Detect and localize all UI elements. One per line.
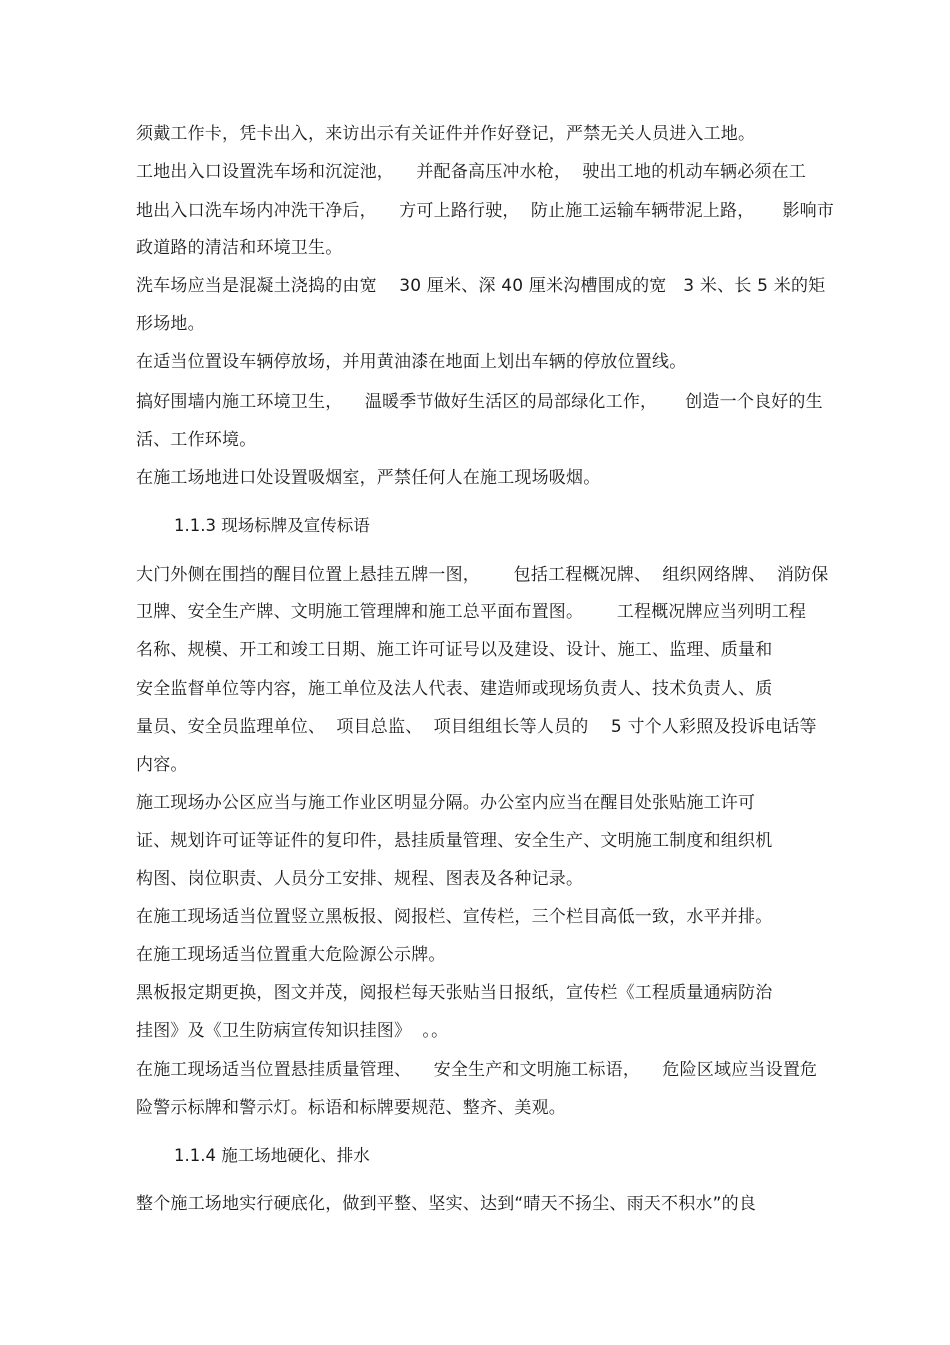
paragraph-line: 整个施工场地实行硬底化，做到平整、坚实、达到“晴天不扬尘、雨天不积水”的良 [136,1194,757,1214]
paragraph-line: 在适当位置设车辆停放场，并用黄油漆在地面上划出车辆的停放位置线。 [136,352,687,372]
paragraph-line: 在施工场地进口处设置吸烟室，严禁任何人在施工现场吸烟。 [136,468,601,488]
paragraph-line: 险警示标牌和警示灯。标语和标牌要规范、整齐、美观。 [136,1098,566,1118]
paragraph-line: 量员、安全员监理单位、 项目总监、 项目组组长等人员的 5 寸个人彩照及投诉电话等 [136,717,817,737]
paragraph-line: 须戴工作卡，凭卡出入，来访出示有关证件并作好登记，严禁无关人员进入工地。 [136,124,756,144]
paragraph-line: 地出入口洗车场内冲洗干净后， 方可上路行驶， 防止施工运输车辆带泥上路， 影响市 [136,201,835,221]
paragraph-line: 洗车场应当是混凝土浇捣的由宽 30 厘米、深 40 厘米沟槽围成的宽 3 米、长 5 米的矩 [136,276,826,296]
paragraph-line: 施工现场办公区应当与施工作业区明显分隔。办公室内应当在醒目处张贴施工许可 [136,793,756,813]
paragraph-line: 内容。 [136,755,188,775]
section-heading: 1.1.4 施工场地硬化、排水 [174,1146,370,1165]
paragraph-line: 黑板报定期更换，图文并茂，阅报栏每天张贴当日报纸，宣传栏《工程质量通病防治 [136,983,773,1003]
paragraph-line: 在施工现场适当位置重大危险源公示牌。 [136,945,446,965]
section-heading: 1.1.3 现场标牌及宣传标语 [174,516,370,535]
paragraph-line: 名称、规模、开工和竣工日期、施工许可证号以及建设、设计、施工、监理、质量和 [136,640,773,660]
paragraph-line: 活、工作环境。 [136,430,257,450]
paragraph-line: 在施工现场适当位置悬挂质量管理、 安全生产和文明施工标语， 危险区域应当设置危 [136,1060,818,1080]
paragraph-line: 构图、岗位职责、人员分工安排、规程、图表及各种记录。 [136,869,584,889]
paragraph-line: 挂图》及《卫生防病宣传知识挂图》 。。 [136,1021,449,1041]
paragraph-line: 大门外侧在围挡的醒目位置上悬挂五牌一图， 包括工程概况牌、 组织网络牌、 消防保 [136,565,829,585]
paragraph-line: 证、规划许可证等证件的复印件，悬挂质量管理、安全生产、文明施工制度和组织机 [136,831,773,851]
paragraph-line: 卫牌、安全生产牌、文明施工管理牌和施工总平面布置图。 工程概况牌应当列明工程 [136,602,807,622]
paragraph-line: 安全监督单位等内容，施工单位及法人代表、建造师或现场负责人、技术负责人、质 [136,679,773,699]
paragraph-line: 在施工现场适当位置竖立黑板报、阅报栏、宣传栏，三个栏目高低一致，水平并排。 [136,907,773,927]
paragraph-line: 政道路的清洁和环境卫生。 [136,238,343,258]
paragraph-line: 搞好围墙内施工环境卫生， 温暖季节做好生活区的局部绿化工作， 创造一个良好的生 [136,392,823,412]
paragraph-line: 形场地。 [136,314,205,334]
paragraph-line: 工地出入口设置洗车场和沉淀池， 并配备高压冲水枪， 驶出工地的机动车辆必须在工 [136,162,807,182]
